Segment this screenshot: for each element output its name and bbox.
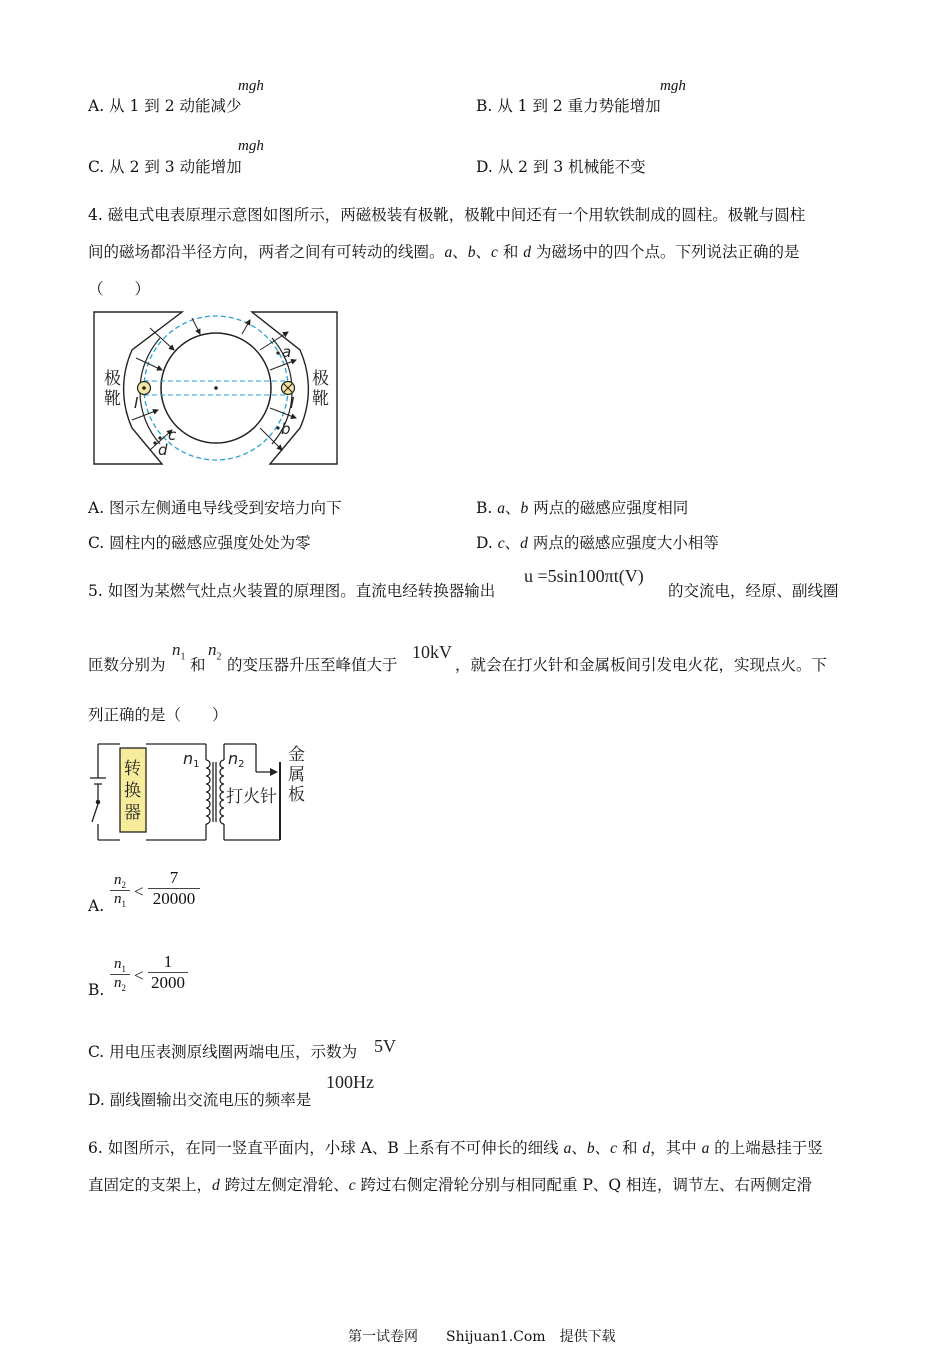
point-c-label: c — [168, 426, 177, 444]
q4-stem-line1: 4. 磁电式电表原理示意图如图所示，两磁极装有极靴，极靴中间还有一个用软铁制成的圆柱。极靴与圆柱 — [88, 206, 806, 224]
point-d-label: d — [158, 441, 168, 459]
q5-10kv: 10kV — [412, 642, 452, 662]
plate-label-3: 板 — [288, 785, 305, 805]
q4-meter-figure — [92, 310, 342, 470]
q4-option-b: B. a、b 两点的磁感应强度相同 — [476, 499, 689, 517]
left-pole-label-2: 靴 — [104, 389, 121, 409]
point-a-label: a — [282, 343, 292, 361]
q5-stem-line1: 5. 如图为某燃气灶点火装置的原理图。直流电经转换器输出 — [88, 582, 496, 600]
q5-formula: u =5sin100πt(V) — [524, 566, 644, 586]
q3-option-b: B. 从 1 到 2 重力势能增加 — [476, 97, 661, 115]
q6-stem-line2: 直固定的支架上，d 跨过左侧定滑轮、c 跨过右侧定滑轮分别与相同配重 P、Q 相连，调节左、右两侧定滑 — [88, 1176, 813, 1194]
converter-label-1: 转 — [124, 759, 141, 779]
q5-option-b-label: B. — [88, 981, 105, 999]
q5-option-a-lt: < — [134, 882, 144, 901]
q5-option-b-lt: < — [134, 966, 144, 985]
plate-label-2: 属 — [288, 765, 305, 785]
q5-n2-inline: $n_2$ — [208, 640, 222, 663]
q3-option-c: C. 从 2 到 3 动能增加 — [88, 158, 242, 176]
q5-option-a-lhs: $\frac{n_2}{n_1}$ — [110, 872, 130, 909]
q3-option-a: A. 从 1 到 2 动能减少 — [88, 97, 242, 115]
q5-option-a-rhs: $\frac{7}{20000}$ — [148, 868, 200, 909]
left-pole-label-1: 极 — [104, 369, 121, 389]
q5-option-c: C. 用电压表测原线圈两端电压，示数为 — [88, 1043, 358, 1061]
q5-stem-line2: 匝数分别为 — [88, 656, 166, 674]
q4-option-a: A. 图示左侧通电导线受到安培力向下 — [88, 499, 342, 517]
q3-option-c-mgh: mgh — [238, 138, 264, 154]
q4-option-c: C. 圆柱内的磁感应强度处处为零 — [88, 534, 311, 552]
converter-label-2: 换 — [124, 781, 141, 801]
q5-option-b-lhs: $\frac{n_1}{n_2}$ — [110, 956, 130, 993]
left-current-label: I — [134, 394, 139, 412]
q5-stem-line1-post: 的交流电，经原、副线圈 — [668, 582, 839, 600]
right-pole-label-2: 靴 — [312, 389, 329, 409]
q5-option-a-label: A. — [88, 897, 105, 915]
q5-option-d: D. 副线圈输出交流电压的频率是 — [88, 1091, 312, 1109]
q4-option-d: D. c、d 两点的磁感应强度大小相等 — [476, 534, 719, 552]
q5-option-c-value: 5V — [374, 1036, 396, 1056]
secondary-n2-label: n2 — [228, 749, 245, 770]
page-footer: 第一试卷网 Shijuan1.Com 提供下载 — [348, 1329, 616, 1345]
q4-stem-line2: 间的磁场都沿半径方向，两者之间有可转动的线圈。a、b、c 和 d 为磁场中的四个点。下列说法正确的是 — [88, 243, 800, 261]
q5-option-b-rhs: $\frac{1}{2000}$ — [148, 952, 188, 993]
q3-option-d: D. 从 2 到 3 机械能不变 — [476, 158, 646, 176]
q5-stem-line2-c: ，就会在打火针和金属板间引发电火花，实现点火。下 — [455, 656, 828, 674]
q3-option-a-mgh: mgh — [238, 78, 264, 94]
right-current-label: I — [290, 394, 295, 412]
right-pole-label-1: 极 — [312, 369, 329, 389]
q5-stem-line2-b: 的变压器升压至峰值大于 — [227, 656, 398, 674]
needle-label: 打火针 — [226, 787, 277, 807]
plate-label-1: 金 — [288, 745, 305, 765]
point-b-label: b — [281, 420, 291, 438]
q6-stem-line1: 6. 如图所示，在同一竖直平面内，小球 A、B 上系有不可伸长的细线 a、b、c 和 d，其中 a 的上端悬挂于竖 — [88, 1139, 823, 1157]
converter-label-3: 器 — [124, 803, 141, 823]
q5-and: 和 — [190, 656, 206, 674]
q3-option-b-mgh: mgh — [660, 78, 686, 94]
q5-stem-line3: 列正确的是（ ） — [88, 706, 228, 724]
q5-option-d-value: 100Hz — [326, 1072, 374, 1092]
q5-n1-inline: $n_1$ — [172, 640, 186, 663]
q5-ignition-circuit — [88, 740, 310, 845]
primary-n1-label: n1 — [183, 749, 200, 770]
q4-answer-paren: （ ） — [88, 280, 151, 298]
